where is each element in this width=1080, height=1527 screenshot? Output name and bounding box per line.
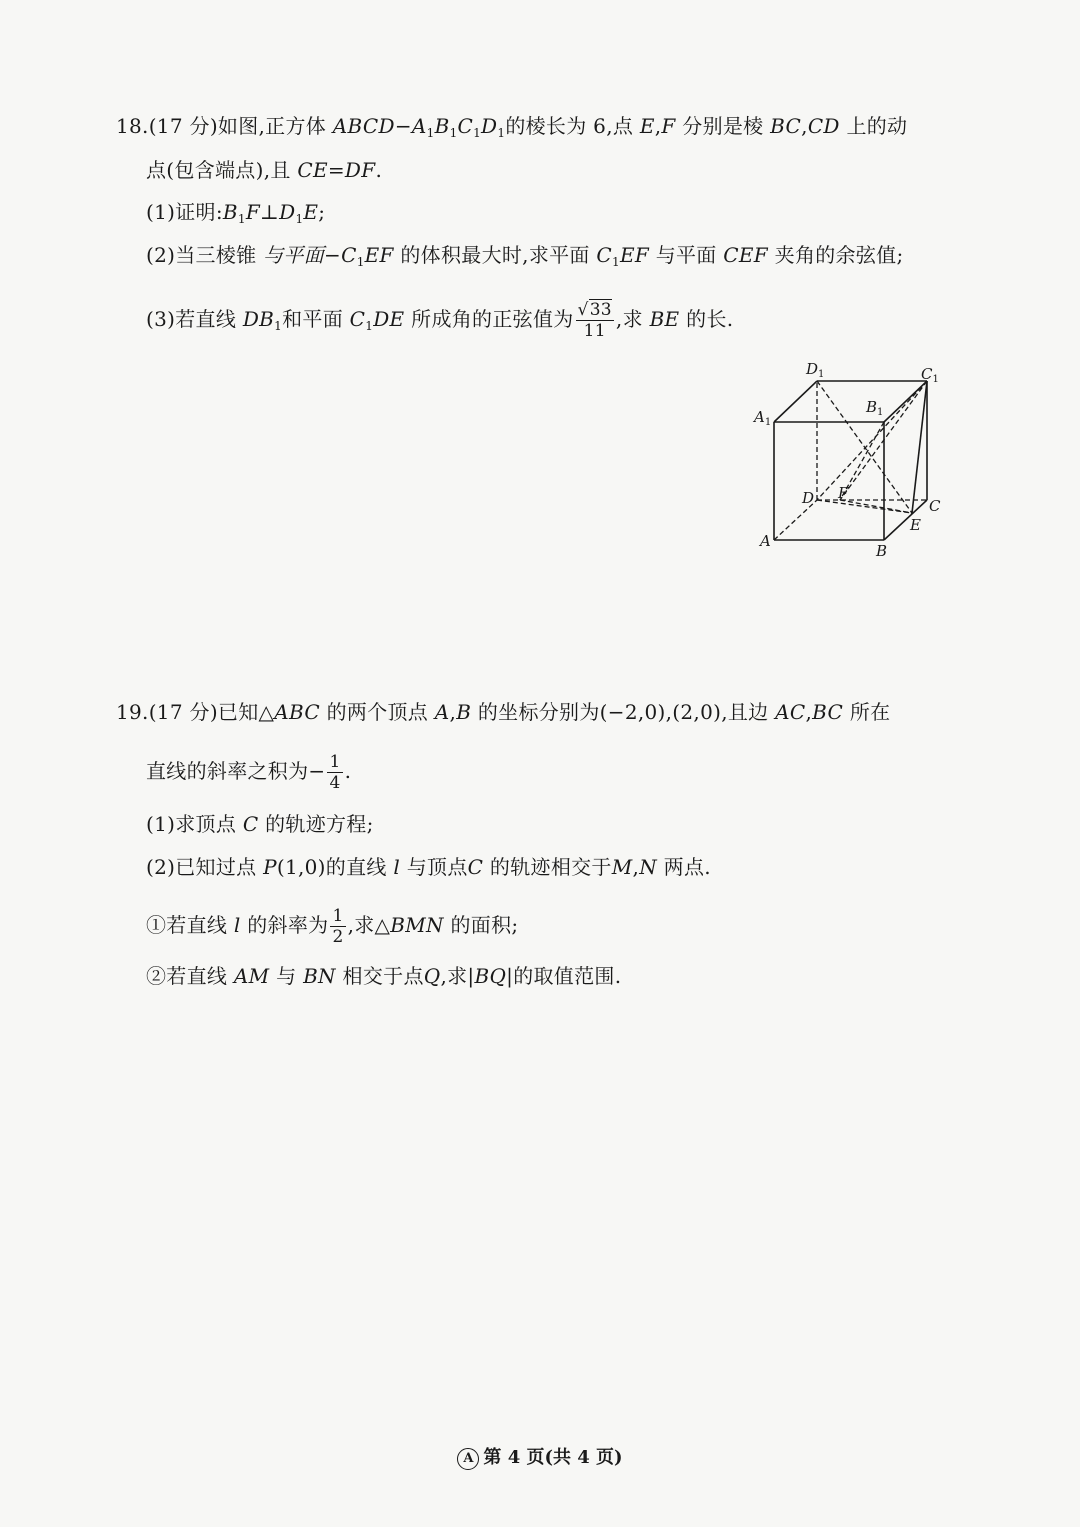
q18-part-1: (1)证明$:B_1F\perp D_1E$; xyxy=(146,200,326,226)
label-d1: $D_1$ xyxy=(806,360,825,380)
q18-line-1: 18.(17 分)如图,正方体 $ABCD-A_1B_1C_1D_1$的棱长为 6,点 E,F 分别是棱 BC,CD 上的动 xyxy=(116,114,908,140)
q19-part-2: (2)已知过点 P(1,0)的直线 l 与顶点C 的轨迹相交于M,N 两点. xyxy=(146,855,711,879)
label-a1: $A_1$ xyxy=(754,408,772,428)
label-c1: $C_1$ xyxy=(921,365,939,385)
q19-line-1: 19.(17 分)已知△ABC 的两个顶点 A,B 的坐标分别为(−2,0),(2,0),且边 AC,BC 所在 xyxy=(116,700,891,724)
q19-part-1: (1)求顶点 C 的轨迹方程; xyxy=(146,812,374,836)
label-a: A xyxy=(760,532,771,550)
label-d: D xyxy=(802,489,815,507)
label-e: E xyxy=(910,516,921,534)
minus-one-quarter-fraction: $\frac{1}{4}$ xyxy=(329,752,341,793)
label-c: C xyxy=(929,497,941,515)
label-b1: $B_1$ xyxy=(866,398,884,418)
sqrt33-over-11-fraction: $\frac{√33}{11}$ xyxy=(577,300,612,341)
edge-a1d1 xyxy=(774,381,817,422)
q18-line-2: 点(包含端点),且 CE=DF. xyxy=(146,158,383,182)
page-number: 第 4 页(共 4 页) xyxy=(483,1447,623,1468)
segment-de xyxy=(817,500,912,513)
one-half-fraction: $\frac{1}{2}$ xyxy=(332,906,344,947)
q19-subpart-2: ②若直线 AM 与 BN 相交于点Q,求|BQ|的取值范围. xyxy=(146,964,622,988)
exam-version-badge: A xyxy=(457,1448,479,1470)
q18-part-2: (2)当三棱锥 与平面$-C_1EF$ 的体积最大时,求平面 $C_1EF$ 与平面 CEF 夹角的余弦值; xyxy=(146,243,904,269)
label-f: F xyxy=(838,484,849,502)
page-footer xyxy=(0,1443,1080,1470)
q18-part-3: (3)若直线 $DB_1$和平面 $C_1DE$ 所成角的正弦值为 $\frac{√33}{11}$ ,求 BE 的长. xyxy=(146,300,734,341)
q19-subpart-1: ①若直线 l 的斜率为 $\frac{1}{2}$ ,求△BMN 的面积; xyxy=(146,906,519,947)
label-b: B xyxy=(876,542,888,560)
cube-diagram xyxy=(740,350,960,565)
segment-d1e xyxy=(817,381,912,513)
segment-c1e xyxy=(912,381,927,513)
q19-line-2: 直线的斜率之积为− $\frac{1}{4}$ . xyxy=(146,752,352,793)
